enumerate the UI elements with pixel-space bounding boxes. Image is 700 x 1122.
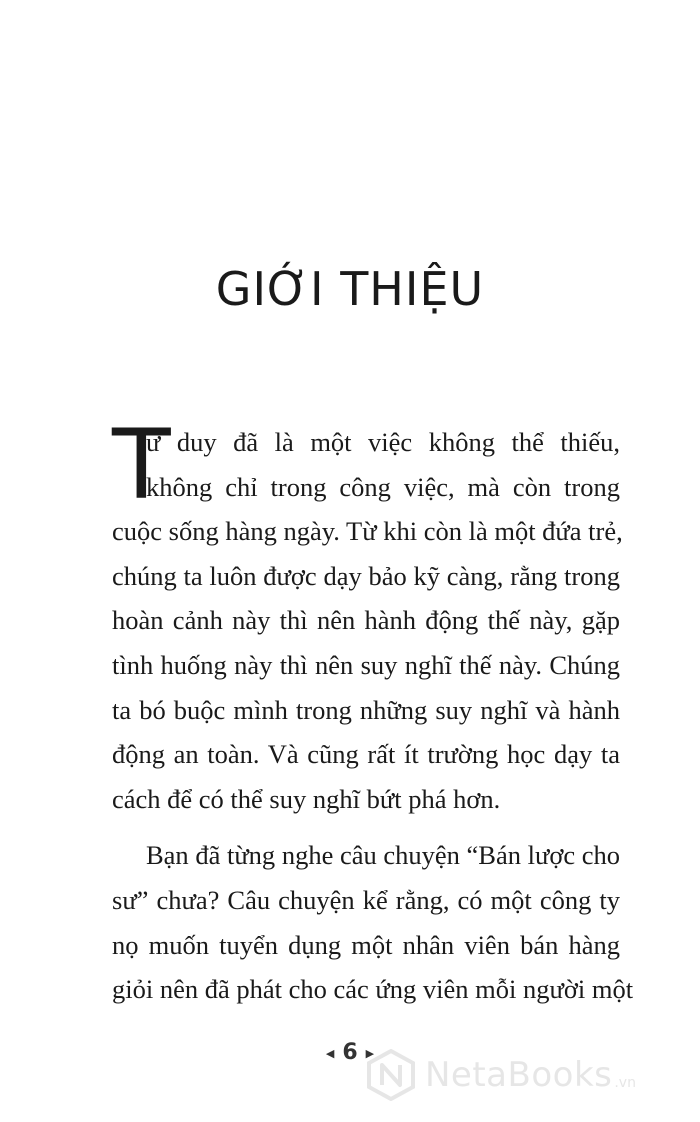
page-number: 6 <box>342 1040 358 1065</box>
drop-cap: T <box>112 409 171 521</box>
text-line: chúng ta luôn được dạy bảo kỹ càng, rằng trong <box>112 560 620 591</box>
text-line: cách để có thể suy nghĩ bứt phá hơn. <box>112 783 501 814</box>
text-line: nọ muốn tuyển dụng một nhân viên bán hàng <box>112 929 620 960</box>
watermark-suffix: .vn <box>614 1075 636 1091</box>
chapter-title: GIỚI THIỆU <box>215 262 485 316</box>
body-text <box>112 409 634 1012</box>
watermark-brand: NetaBooks <box>425 1055 613 1095</box>
paragraph-1 <box>112 409 623 821</box>
text-line: giỏi nên đã phát cho các ứng viên mỗi người một <box>112 974 634 1005</box>
netabooks-logo-icon <box>365 1046 417 1101</box>
text-line: tình huống này thì nên suy nghĩ thế này. Chúng <box>112 649 620 680</box>
text-line: hoàn cảnh này thì nên hành động thế này, gặp <box>112 605 620 636</box>
watermark <box>365 1045 695 1105</box>
text-line: ta bó buộc mình trong những suy nghĩ và hành <box>112 694 620 725</box>
text-line: sư” chưa? Câu chuyện kể rằng, có một công ty <box>112 884 620 915</box>
arrow-right-icon: ▶ <box>365 1046 375 1060</box>
text-line: Bạn đã từng nghe câu chuyện “Bán lược cho <box>146 840 620 871</box>
arrow-left-icon: ◀ <box>325 1046 335 1060</box>
text-line: cuộc sống hàng ngày. Từ khi còn là một đứa trẻ, <box>112 516 623 547</box>
paragraph-2 <box>112 833 634 1011</box>
text-line: không chỉ trong công việc, mà còn trong <box>146 471 620 502</box>
text-line: động an toàn. Và cũng rất ít trường học dạy ta <box>112 739 620 770</box>
text-line: ư duy đã là một việc không thể thiếu, <box>146 427 620 457</box>
